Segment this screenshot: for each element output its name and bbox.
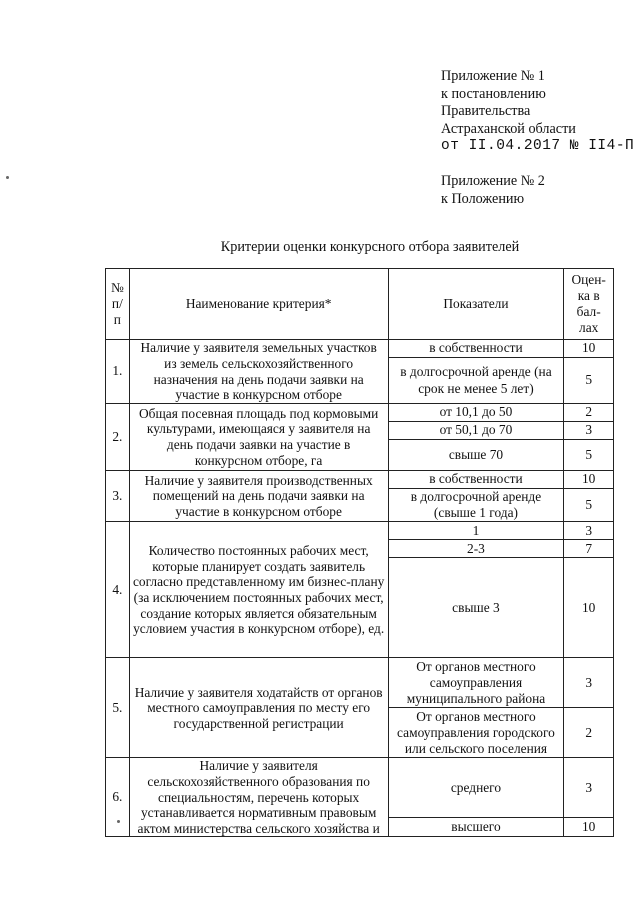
criterion-text: Общая посевная площадь под кормовыми культурами, имеющаяся у заявителя на день подачи заявки на участие в конкурсном отборе, га [129, 404, 388, 471]
table-row [106, 758, 614, 818]
indicator-cell: свыше 3 [388, 558, 564, 658]
header-name: Наименование критерия* [129, 269, 388, 340]
score-cell: 3 [564, 758, 614, 818]
score-cell: 5 [564, 440, 614, 471]
table-row [106, 404, 614, 422]
indicator-cell: От органов местного самоуправления городского или сельского поселения [388, 708, 564, 758]
header-annex2-sub: к Положению [441, 190, 525, 207]
indicator-cell: от 10,1 до 50 [388, 404, 564, 422]
score-cell: 3 [564, 658, 614, 708]
score-cell: 3 [564, 522, 614, 540]
header-no: № п/п [106, 269, 130, 340]
criterion-text: Наличие у заявителя производственных помещений на день подачи заявки на участие в конкурсном отборе [129, 471, 388, 522]
header-line-region: Астраханской области [441, 120, 576, 137]
indicator-cell: в собственности [388, 340, 564, 358]
score-cell: 10 [564, 471, 614, 489]
score-cell: 10 [564, 818, 614, 837]
indicator-cell: от 50,1 до 70 [388, 422, 564, 440]
score-cell: 3 [564, 422, 614, 440]
indicator-cell: 1 [388, 522, 564, 540]
header-line-annex1: Приложение № 1 [441, 68, 545, 84]
row-number: 6. [106, 758, 130, 837]
table-row [106, 658, 614, 708]
criterion-text: Наличие у заявителя земельных участков из земель сельскохозяйственного назначения на день подачи заявки на участие в конкурсном отборе [129, 340, 388, 404]
score-cell: 5 [564, 358, 614, 404]
criteria-table [105, 268, 614, 837]
page-title: Критерии оценки конкурсного отбора заявителей [220, 239, 520, 255]
row-number: 5. [106, 658, 130, 758]
score-cell: 10 [564, 340, 614, 358]
row-number: 3. [106, 471, 130, 522]
table-row [106, 471, 614, 489]
indicator-cell: в собственности [388, 471, 564, 489]
indicator-cell: в долгосрочной аренде (на срок не менее 5 лет) [388, 358, 564, 404]
criterion-text: Наличие у заявителя ходатайств от органов местного самоуправления по месту его государственной регистрации [129, 658, 388, 758]
indicator-cell: высшего [388, 818, 564, 837]
header-line-government: Правительства [441, 103, 531, 120]
scan-speck [6, 176, 9, 179]
indicator-cell: От органов местного самоуправления муниципального района [388, 658, 564, 708]
row-number: 1. [106, 340, 130, 404]
criterion-text: Количество постоянных рабочих мест, которые планирует создать заявитель согласно представленному им бизнес-плану (за исключением постоянных рабочих мест, создание которых является обязательным условием участия в конкурсном отборе), ед. [129, 522, 388, 658]
row-number: 2. [106, 404, 130, 471]
indicator-cell: среднего [388, 758, 564, 818]
header-annex2: Приложение № 2 [441, 172, 545, 189]
score-cell: 2 [564, 708, 614, 758]
header-indicators: Показатели [388, 269, 564, 340]
table-row [106, 522, 614, 540]
document-header [441, 68, 634, 208]
score-cell: 5 [564, 489, 614, 522]
indicator-cell: свыше 70 [388, 440, 564, 471]
header-line-resolution: к постановлению [441, 85, 546, 102]
score-cell: 2 [564, 404, 614, 422]
scan-speck [117, 820, 120, 823]
row-number: 4. [106, 522, 130, 658]
score-cell: 10 [564, 558, 614, 658]
header-score: Оцен-ка в бал-лах [564, 269, 614, 340]
table-row [106, 340, 614, 358]
table-header-row [106, 269, 614, 340]
indicator-cell: 2-3 [388, 540, 564, 558]
indicator-cell: в долгосрочной аренде (свыше 1 года) [388, 489, 564, 522]
header-date-line: от II.04.2017 № II4-П [441, 138, 635, 155]
score-cell: 7 [564, 540, 614, 558]
criterion-text: Наличие у заявителя сельскохозяйственного образования по специальностям, перечень которых устанавливается нормативным правовым актом министерства сельского хозяйства и [129, 758, 388, 837]
